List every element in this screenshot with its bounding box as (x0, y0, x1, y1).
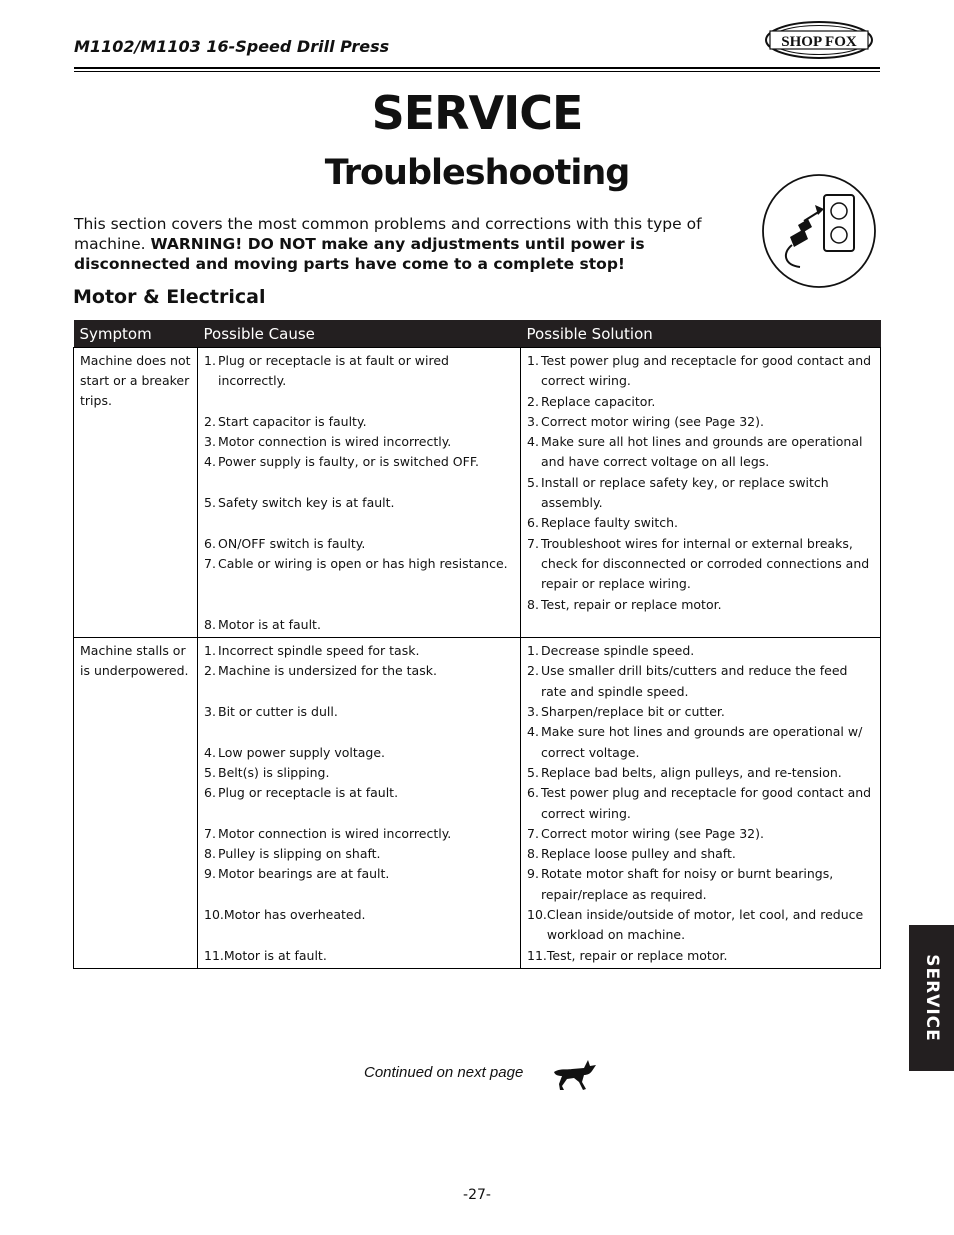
list-item: 6. Test power plug and receptacle for good contact and correct wiring. (527, 785, 872, 821)
list-item: 5. Belt(s) is slipping. (204, 764, 330, 780)
table-row (74, 638, 881, 969)
list-item: 7. Motor connection is wired incorrectly. (204, 825, 452, 841)
list-item: 7. Troubleshoot wires for internal or external breaks, check for disconnected or corroded connections and repair or replace wiring. (527, 535, 870, 592)
list-item: 1. Plug or receptacle is at fault or wired incorrectly. (204, 353, 449, 389)
list-item: 7. Correct motor wiring (see Page 32). (527, 825, 764, 841)
intro-paragraph (74, 214, 764, 274)
list-item: 2. Replace capacitor. (527, 393, 656, 409)
running-fox-icon (552, 1056, 598, 1092)
list-item: 8. Pulley is slipping on shaft. (204, 846, 381, 862)
list-item: 3. Bit or cutter is dull. (204, 704, 338, 720)
list-item: 6. Replace faulty switch. (527, 515, 679, 531)
section-title: Motor & Electrical (73, 286, 266, 308)
cause-cell (198, 638, 521, 969)
list-item: 3. Motor connection is wired incorrectly. (204, 434, 452, 450)
page-heading: SERVICE (371, 86, 583, 140)
table-header-row (74, 320, 881, 348)
list-item: 8. Motor is at fault. (204, 616, 321, 632)
list-item: 8. Replace loose pulley and shaft. (527, 846, 736, 862)
list-item: 9. Rotate motor shaft for noisy or burnt bearings, repair/replace as required. (527, 866, 834, 902)
list-item: 1. Decrease spindle speed. (527, 643, 695, 659)
list-item: 1. Incorrect spindle speed for task. (204, 643, 420, 659)
list-item: 3. Correct motor wiring (see Page 32). (527, 413, 764, 429)
list-item: 2. Start capacitor is faulty. (204, 413, 367, 429)
list-item: 6. Plug or receptacle is at fault. (204, 785, 399, 801)
list-item: 2. Machine is undersized for the task. (204, 663, 437, 679)
list-item: 4. Make sure all hot lines and grounds are operational and have correct voltage on all legs. (527, 434, 863, 470)
symptom-cell: Machine stalls or is underpowered. (74, 638, 198, 969)
document-header-title: M1102/M1103 16-Speed Drill Press (74, 37, 390, 56)
page-subheading: Troubleshooting (324, 153, 630, 193)
list-item: 10. Motor has overheated. (204, 907, 366, 923)
continued-note: Continued on next page (364, 1064, 524, 1081)
header-rule-thin (74, 71, 880, 72)
list-item: 11. Motor is at fault. (204, 947, 327, 963)
list-item: 11. Test, repair or replace motor. (527, 947, 728, 963)
list-item: 4. Low power supply voltage. (204, 744, 386, 760)
column-header-symptom: Symptom (74, 320, 198, 348)
list-item: 10. Clean inside/outside of motor, let cool, and reduce workload on machine. (527, 907, 864, 943)
list-item: 7. Cable or wiring is open or has high resistance. (204, 555, 508, 571)
troubleshooting-table (73, 320, 881, 969)
intro-text: This section covers the most common problems and corrections with this type of machine. (74, 215, 702, 253)
column-header-solution: Possible Solution (521, 320, 881, 348)
list-item: 1. Test power plug and receptacle for good contact and correct wiring. (527, 353, 872, 389)
side-tab-label: SERVICE (921, 954, 942, 1042)
cause-cell (198, 348, 521, 638)
svg-text:SHOP FOX: SHOP FOX (781, 34, 857, 50)
section-side-tab (909, 925, 954, 1071)
solution-cell (521, 638, 881, 969)
list-item: 5. Install or replace safety key, or replace switch assembly. (527, 474, 829, 511)
unplug-power-icon (760, 173, 880, 289)
list-item: 6. ON/OFF switch is faulty. (204, 535, 366, 551)
header-rule (74, 67, 880, 69)
solution-cell (521, 348, 881, 638)
list-item: 5. Safety switch key is at fault. (204, 495, 395, 511)
list-item: 4. Power supply is faulty, or is switched OFF. (204, 454, 479, 470)
list-item: 5. Replace bad belts, align pulleys, and re-tension. (527, 764, 842, 780)
list-item: 3. Sharpen/replace bit or cutter. (527, 704, 725, 720)
shop-fox-logo (764, 20, 874, 60)
intro-warning: WARNING! DO NOT make any adjustments until power is disconnected and moving parts have come to a complete stop! (74, 235, 645, 273)
column-header-cause: Possible Cause (198, 320, 521, 348)
page-number: -27- (463, 1187, 491, 1203)
list-item: 9. Motor bearings are at fault. (204, 866, 390, 882)
list-item: 4. Make sure hot lines and grounds are operational w/ correct voltage. (527, 724, 863, 760)
list-item: 8. Test, repair or replace motor. (527, 596, 722, 612)
table-row (74, 348, 881, 638)
symptom-cell: Machine does not start or a breaker trips. (74, 348, 198, 638)
list-item: 2. Use smaller drill bits/cutters and reduce the feed rate and spindle speed. (527, 663, 848, 699)
